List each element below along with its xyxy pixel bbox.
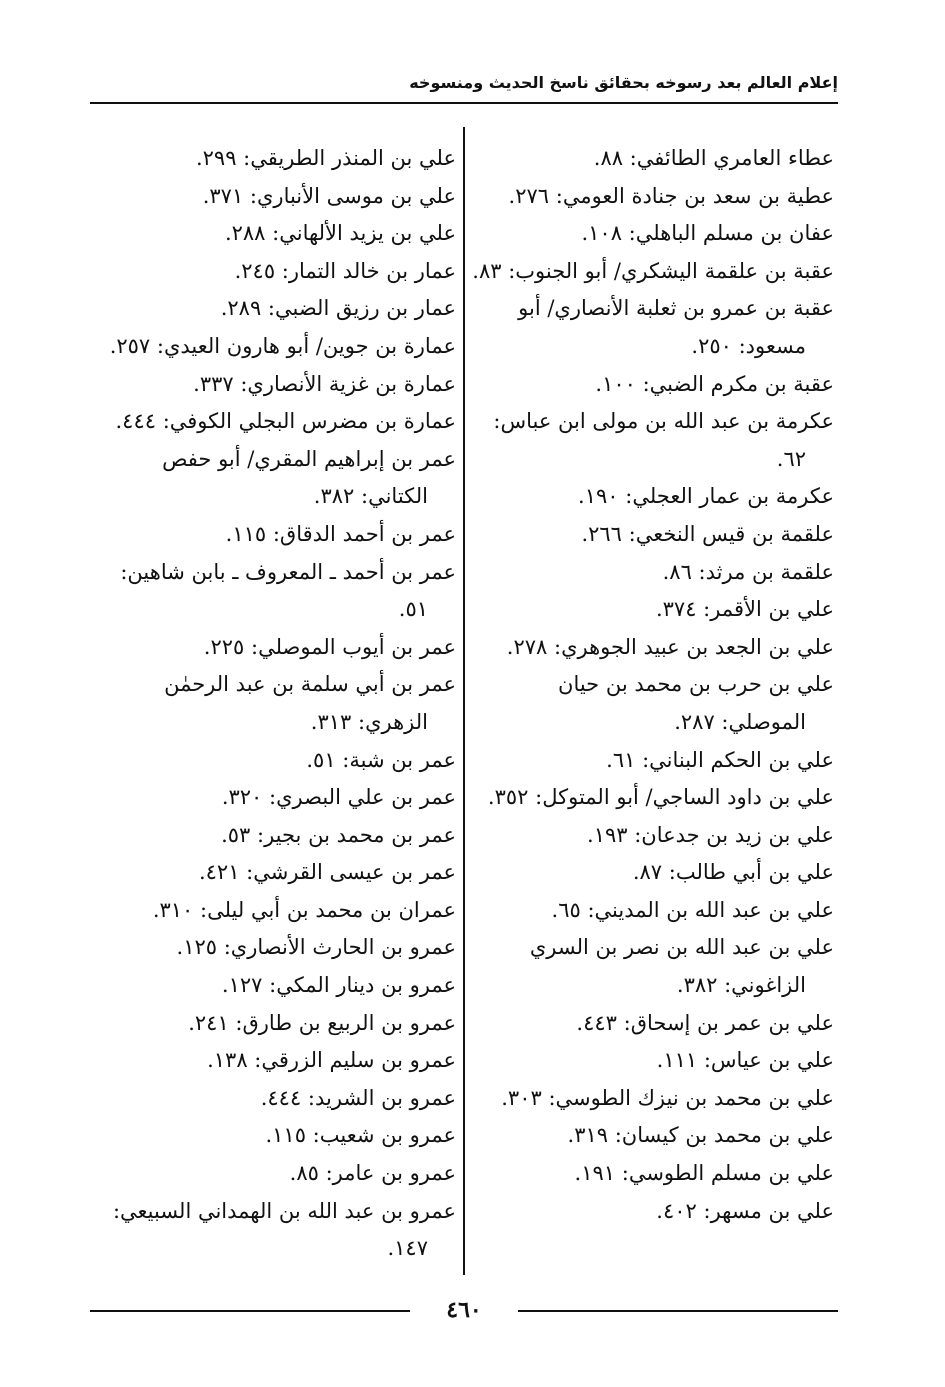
index-entry: عطاء العامري الطائفي: ٨٨. xyxy=(593,146,834,170)
index-entry: عمرو بن عامر: ٨٥. xyxy=(289,1161,456,1186)
index-entry: عفان بن مسلم الباهلي: ١٠٨. xyxy=(581,221,834,246)
index-entry: عمرو بن الحارث الأنصاري: ١٢٥. xyxy=(176,935,456,960)
index-entry: عطية بن سعد بن جنادة العومي: ٢٧٦. xyxy=(508,183,834,208)
index-entry: عمر بن علي البصري: ٣٢٠. xyxy=(221,785,456,810)
index-column-right xyxy=(470,140,834,1230)
index-entry: عقبة بن علقمة اليشكري/ أبو الجنوب: ٨٣. xyxy=(472,258,834,283)
index-entry: عمرو بن شعيب: ١١٥. xyxy=(265,1123,456,1148)
index-entry: علي بن يزيد الألهاني: ٢٨٨. xyxy=(224,221,456,246)
index-entry: علي بن مسلم الطوسي: ١٩١. xyxy=(574,1161,834,1186)
index-entry: عمرو بن الشريد: ٤٤٤. xyxy=(260,1085,456,1110)
index-entry: علي بن الأقمر: ٣٧٤. xyxy=(655,597,834,622)
index-entry: عمارة بن مضرس البجلي الكوفي: ٤٤٤. xyxy=(115,409,456,434)
index-entry: علي بن الحكم البناني: ٦١. xyxy=(606,747,834,772)
index-entry: علي بن زيد بن جدعان: ١٩٣. xyxy=(587,822,834,847)
index-entry: عمارة بن جوين/ أبو هارون العيدي: ٢٥٧. xyxy=(109,333,456,358)
index-entry: عمر بن إبراهيم المقري/ أبو حفص الكتاني: ٣٨٢. xyxy=(162,446,456,509)
index-entry: عمرو بن سليم الزرقي: ١٣٨. xyxy=(207,1048,456,1073)
index-entry: علي بن مسهر: ٤٠٢. xyxy=(656,1198,834,1223)
index-entry: علي بن المنذر الطريقي: ٢٩٩. xyxy=(195,146,456,170)
index-entry: عمر بن أحمد الدقاق: ١١٥. xyxy=(225,521,456,546)
index-entry: علي بن محمد بن كيسان: ٣١٩. xyxy=(567,1123,834,1148)
index-entry: علي بن عبد الله بن نصر بن السري الزاغوني: ٣٨٢. xyxy=(529,935,834,998)
index-entry: عمرو بن الربيع بن طارق: ٢٤١. xyxy=(188,1010,456,1035)
index-entry: عمارة بن غزية الأنصاري: ٣٣٧. xyxy=(193,371,456,396)
index-entry: عكرمة بن عبد الله بن مولى ابن عباس: ٦٢. xyxy=(493,409,834,471)
index-entry: علي بن عياس: ١١١. xyxy=(656,1048,834,1073)
index-entry: علي بن عمر بن إسحاق: ٤٤٣. xyxy=(576,1010,834,1035)
index-entry: عمرو بن عبد الله بن الهمداني السبيعي: ١٤٧. xyxy=(112,1198,456,1261)
index-entry: عمران بن محمد بن أبي ليلى: ٣١٠. xyxy=(152,897,456,922)
index-entry: عمار بن رزيق الضبي: ٢٨٩. xyxy=(220,296,456,321)
page-header-title: إعلام العالم بعد رسوخه بحقائق ناسخ الحديث ومنسوخه xyxy=(409,73,838,92)
index-entry: عمر بن شبة: ٥١. xyxy=(306,747,456,772)
index-entry: عكرمة بن عمار العجلي: ١٩٠. xyxy=(578,484,834,509)
page-footer xyxy=(90,1290,838,1330)
index-entry: عمر بن عيسى القرشي: ٤٢١. xyxy=(198,860,456,885)
footer-rule-right xyxy=(518,1310,838,1312)
footer-rule-left xyxy=(90,1310,410,1312)
index-entry: عمرو بن دينار المكي: ١٢٧. xyxy=(221,973,456,998)
column-divider xyxy=(463,127,465,1275)
index-entry: عمر بن أبي سلمة بن عبد الرحمٰن الزهري: ٣١٣. xyxy=(164,672,456,734)
index-column-left xyxy=(92,140,456,1268)
index-entry: علقمة بن قيس النخعي: ٢٦٦. xyxy=(581,521,834,546)
index-entry: عمر بن أحمد ـ المعروف ـ بابن شاهين: ٥١. xyxy=(120,559,456,622)
index-entry: علقمة بن مرثد: ٨٦. xyxy=(662,559,834,584)
index-entry: علي بن عبد الله بن المديني: ٦٥. xyxy=(551,897,834,922)
index-entry: عمار بن خالد التمار: ٢٤٥. xyxy=(234,258,456,283)
index-entry: عقبة بن مكرم الضبي: ١٠٠. xyxy=(595,371,834,396)
page-number: ٤٦٠ xyxy=(446,1297,482,1323)
index-entry: علي بن محمد بن نيزك الطوسي: ٣٠٣. xyxy=(501,1085,834,1110)
index-entry: عمر بن أيوب الموصلي: ٢٢٥. xyxy=(203,634,456,659)
index-entry: علي بن داود الساجي/ أبو المتوكل: ٣٥٢. xyxy=(487,785,834,810)
index-entry: عمر بن محمد بن بجير: ٥٣. xyxy=(221,822,456,847)
index-entry: علي بن أبي طالب: ٨٧. xyxy=(632,860,834,885)
index-entry: علي بن حرب بن محمد بن حيان الموصلي: ٢٨٧. xyxy=(558,672,834,734)
index-entry: عقبة بن عمرو بن ثعلبة الأنصاري/ أبو مسعود: ٢٥٠. xyxy=(518,296,834,358)
header-rule xyxy=(90,102,838,104)
index-entry: علي بن الجعد بن عبيد الجوهري: ٢٧٨. xyxy=(506,634,834,659)
index-entry: علي بن موسى الأنباري: ٣٧١. xyxy=(202,183,456,208)
